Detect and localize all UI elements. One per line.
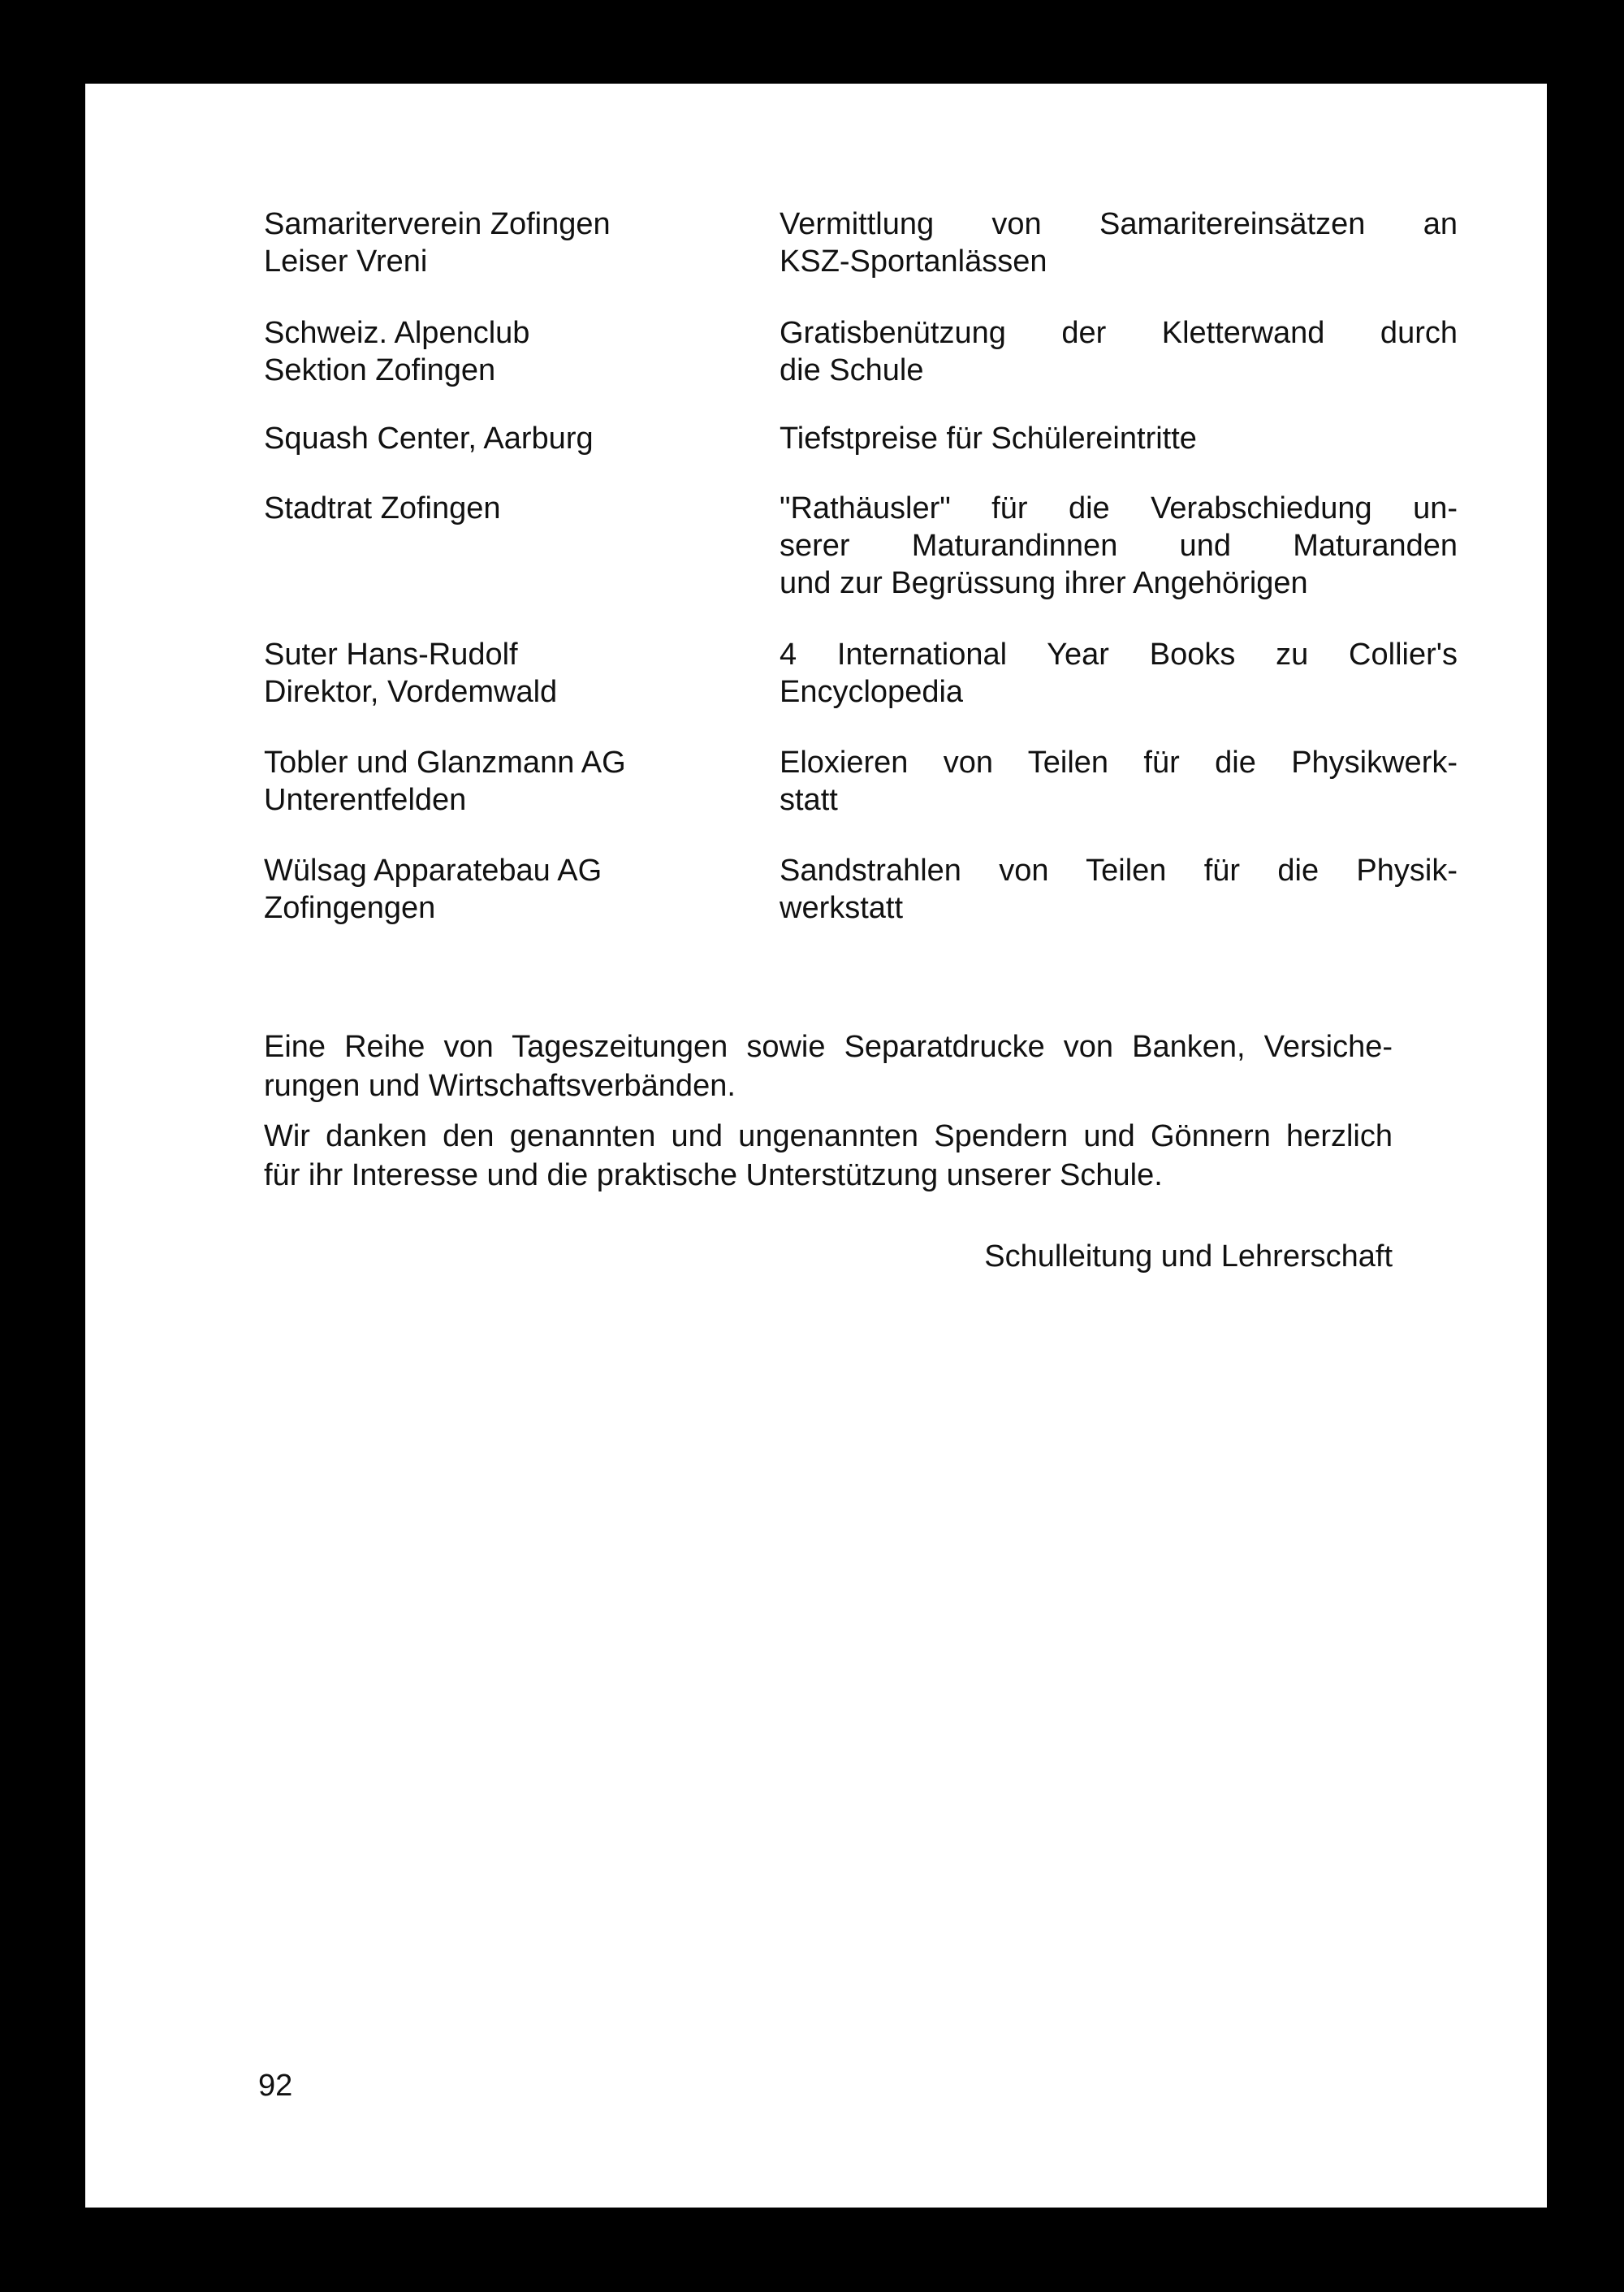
paragraph-line: Wir danken den genannten und ungenannten Spendern und Gönnern herzlich <box>264 1119 1393 1153</box>
sponsor-service-line: Encyclopedia <box>780 675 964 709</box>
paragraph-line: für ihr Interesse und die praktische Unterstützung unserer Schule. <box>264 1158 1163 1192</box>
sponsor-service-line: Gratisbenützung der Kletterwand durch <box>780 316 1458 350</box>
sponsor-service-line: KSZ-Sportanlässen <box>780 244 1047 279</box>
sponsor-service-line: serer Maturandinnen und Maturanden <box>780 529 1458 563</box>
closing-paragraph-newspapers <box>264 1027 1393 1105</box>
sponsor-name-line: Tobler und Glanzmann AG <box>264 746 626 780</box>
sponsor-name-line: Stadtrat Zofingen <box>264 491 501 525</box>
sponsor-service-line: und zur Begrüssung ihrer Angehörigen <box>780 566 1308 600</box>
sponsor-name-line: Zofingengen <box>264 891 436 925</box>
sponsor-service-line: werkstatt <box>780 891 904 925</box>
sponsor-name <box>264 314 719 389</box>
sponsor-name-line: Suter Hans-Rudolf <box>264 638 518 672</box>
closing-paragraph-thanks <box>264 1117 1393 1195</box>
sponsor-service <box>780 636 1458 711</box>
sponsor-name-line: Samariterverein Zofingen <box>264 207 611 241</box>
sponsor-name-line: Leiser Vreni <box>264 244 428 279</box>
page-number: 92 <box>258 2069 293 2103</box>
sponsor-service-line: Eloxieren von Teilen für die Physikwerk- <box>780 746 1458 780</box>
sponsor-service-line: Sandstrahlen von Teilen für die Physik- <box>780 854 1458 888</box>
sponsor-name <box>264 205 719 280</box>
sponsor-service <box>780 314 1458 389</box>
sponsor-service <box>780 852 1458 927</box>
sponsor-name-line: Schweiz. Alpenclub <box>264 316 530 350</box>
sponsor-name-line: Unterentfelden <box>264 783 467 817</box>
sponsor-name-line: Sektion Zofingen <box>264 353 496 387</box>
sponsor-name-line: Wülsag Apparatebau AG <box>264 854 603 888</box>
sponsor-service <box>780 205 1458 280</box>
paragraph-line: rungen und Wirtschaftsverbänden. <box>264 1069 736 1103</box>
sponsor-service-line: 4 International Year Books zu Collier's <box>780 638 1458 672</box>
sponsor-name <box>264 852 719 927</box>
sponsor-service <box>780 420 1458 457</box>
sponsor-service-line: "Rathäusler" für die Verabschiedung un- <box>780 491 1458 525</box>
paragraph-line: Eine Reihe von Tageszeitungen sowie Separatdrucke von Banken, Versiche- <box>264 1030 1393 1064</box>
sponsor-name <box>264 420 719 457</box>
sponsor-service-line: Vermittlung von Samaritereinsätzen an <box>780 207 1458 241</box>
sponsor-name <box>264 636 719 711</box>
document-page <box>85 84 1547 2208</box>
sponsor-name-line: Squash Center, Aarburg <box>264 422 594 456</box>
sponsor-name-line: Direktor, Vordemwald <box>264 675 558 709</box>
sponsor-name <box>264 490 719 527</box>
sponsor-service <box>780 744 1458 819</box>
sponsor-service-line: statt <box>780 783 838 817</box>
sponsor-service-line: die Schule <box>780 353 924 387</box>
sponsor-service-line: Tiefstpreise für Schülereintritte <box>780 422 1197 456</box>
sponsor-name <box>264 744 719 819</box>
signature: Schulleitung und Lehrerschaft <box>984 1239 1393 1274</box>
sponsor-service <box>780 490 1458 602</box>
